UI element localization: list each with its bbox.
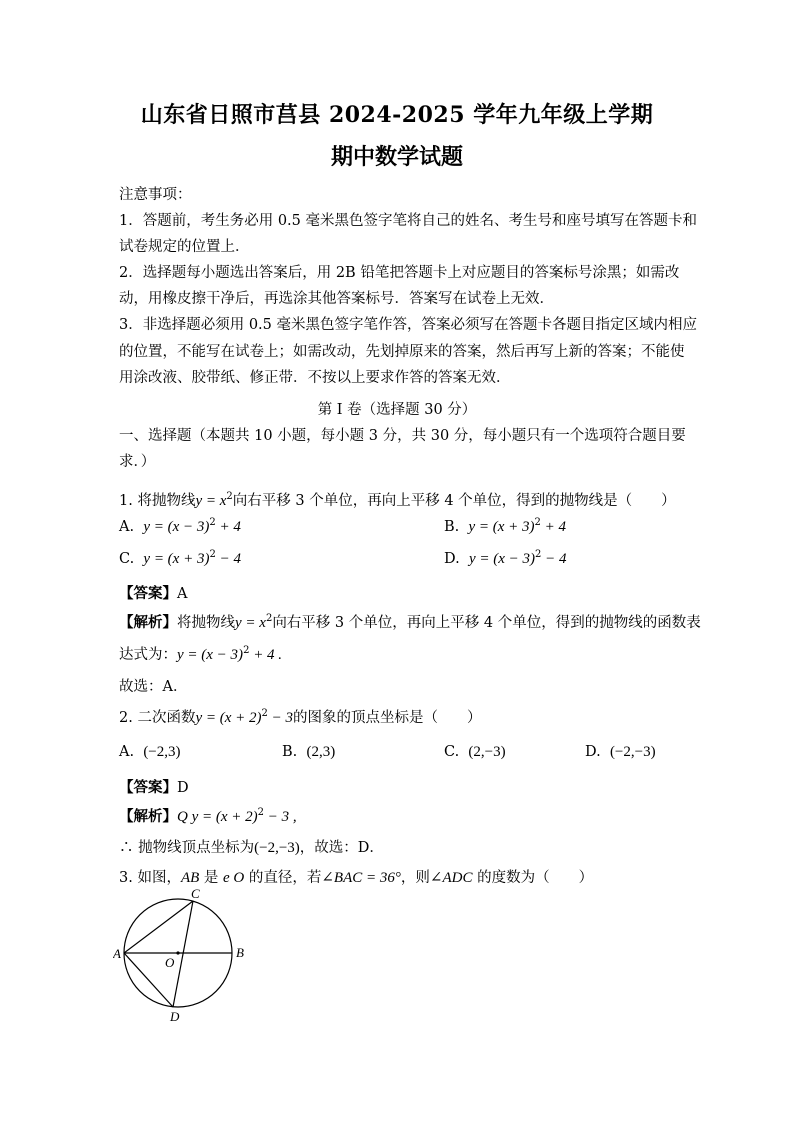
analysis-sup: 2	[243, 645, 250, 656]
analysis-sup: 2	[257, 807, 265, 818]
option-math: y = (x − 3)	[143, 519, 210, 535]
q1-stem-math: y = x	[195, 493, 227, 509]
q1-answer	[119, 582, 187, 603]
q3-stem-math: e O	[223, 870, 245, 886]
q1-stem	[119, 489, 676, 510]
q2-stem-math: y = (x + 2)	[195, 710, 262, 726]
q2-analysis	[119, 805, 297, 826]
option-math: (−2,3)	[143, 744, 181, 760]
analysis-text: 达式为：	[119, 647, 177, 663]
q2-stem	[119, 706, 482, 727]
notice-line: 3．非选择题必须用 0.5 毫米黑色签字笔作答，答案必须写在答题卡各题目指定区域内相应	[119, 317, 697, 333]
q2-option-b	[282, 744, 335, 761]
option-sup: 2	[209, 517, 216, 528]
notice-line: 1．答题前，考生务必用 0.5 毫米黑色签字笔将自己的姓名、考生号和座号填写在答题卡和	[119, 213, 697, 229]
section-heading-cont: 求．）	[119, 454, 156, 470]
analysis-math: y = x	[235, 615, 266, 631]
analysis-tag: 【解析】	[119, 614, 177, 631]
notice-line: 试卷规定的位置上．	[119, 239, 250, 255]
q2-option-a	[119, 744, 181, 761]
option-label: B.	[282, 744, 298, 760]
q3-stem-pre: 3. 如图，	[119, 870, 181, 886]
notice-line: 用涂改液、胶带纸、修正带．不按以上要求作答的答案无效．	[119, 370, 511, 386]
label-o: O	[165, 955, 175, 970]
q2-answer	[119, 776, 189, 797]
q2-stem-tail: − 3	[267, 710, 294, 726]
q1-option-b	[444, 519, 566, 536]
answer-tag: 【答案】	[119, 779, 177, 796]
analysis-math: y = (x − 3)	[177, 647, 244, 663]
chord-cd	[173, 901, 193, 1007]
q3-stem-text: 是	[199, 870, 223, 886]
q2-stem-post: 的图象的顶点坐标是（ ）	[293, 710, 482, 726]
answer-value: D	[177, 780, 189, 796]
option-math: (−2,−3)	[609, 744, 656, 760]
exam-subtitle: 期中数学试题	[330, 144, 463, 170]
exam-title: 山东省日照市莒县 2024-2025 学年九年级上学期	[140, 102, 654, 128]
q1-option-a	[119, 519, 241, 536]
answer-tag: 【答案】	[119, 585, 177, 602]
q1-conclusion: 故选：A．	[119, 679, 188, 695]
analysis-text: ，故选：D．	[299, 840, 384, 856]
q2-stem-pre: 2. 二次函数	[119, 710, 196, 726]
option-sup: 2	[209, 549, 216, 560]
analysis-sup: 2	[265, 613, 273, 624]
option-math: y = (x + 3)	[143, 551, 210, 567]
option-math: y = (x + 3)	[468, 519, 535, 535]
q3-stem-text: ，则	[400, 870, 430, 886]
q1-option-c	[119, 551, 241, 568]
option-math: (2,−3)	[468, 744, 506, 760]
q3-stem-math: ∠ADC	[429, 870, 473, 886]
q1-stem-pre: 1. 将抛物线	[119, 493, 196, 509]
label-d: D	[170, 1009, 180, 1023]
chord-ac	[124, 901, 193, 953]
option-sup: 2	[535, 549, 542, 560]
q3-stem-math: AB	[180, 870, 200, 886]
option-tail: + 4	[540, 519, 567, 535]
option-tail: − 4	[215, 551, 241, 567]
option-label: C.	[119, 551, 135, 567]
analysis-tail: − 3 ,	[264, 809, 297, 825]
analysis-text: 将抛物线	[177, 615, 235, 631]
option-label: A.	[119, 744, 135, 760]
notice-line: 2．选择题每小题选出答案后，用 2B 铅笔把答题卡上对应题目的答案标号涂黑；如需改	[119, 265, 680, 281]
q1-analysis	[119, 611, 701, 632]
option-label: A.	[119, 519, 135, 535]
q3-stem-text: 的度数为（ ）	[472, 870, 594, 886]
option-label: D.	[585, 744, 601, 760]
option-label: B.	[444, 519, 460, 535]
volume-heading: 第 I 卷（选择题 30 分）	[317, 402, 477, 418]
option-math: y = (x − 3)	[468, 551, 535, 567]
notice-line: 的位置，不能写在试卷上；如需改动，先划掉原来的答案，然后再写上新的答案；不能使	[119, 344, 685, 360]
q1-analysis-cont	[119, 643, 282, 664]
section-heading: 一、选择题（本题共 10 小题，每小题 3 分，共 30 分，每小题只有一个选项符合题目要	[119, 428, 686, 444]
answer-value: A	[177, 586, 188, 602]
option-tail: + 4	[215, 519, 241, 535]
q2-stem-sup: 2	[261, 708, 268, 719]
notice-heading: 注意事项：	[119, 187, 192, 203]
analysis-tag: 【解析】	[119, 808, 177, 825]
q3-stem-text: 的直径，若	[244, 870, 322, 886]
label-a: A	[113, 946, 121, 961]
q3-stem	[119, 866, 593, 887]
analysis-text: 向右平移 3 个单位，再向上平移 4 个单位，得到的抛物线的函数表	[272, 615, 701, 631]
q1-stem-sup: 2	[226, 491, 233, 502]
q1-stem-post: 向右平移 3 个单位，再向上平移 4 个单位，得到的抛物线是（ ）	[232, 493, 676, 509]
notice-line: 动，用橡皮擦干净后，再选涂其他答案标号．答案写在试卷上无效．	[119, 291, 554, 307]
circle-diagram	[113, 888, 253, 1023]
analysis-math: (−2,−3)	[254, 840, 300, 856]
center-point	[176, 951, 179, 954]
q2-option-c	[444, 744, 506, 761]
q2-analysis-cont	[119, 836, 384, 857]
q2-option-d	[585, 744, 656, 761]
option-label: D.	[444, 551, 460, 567]
analysis-text: ∴ 抛物线顶点坐标为	[119, 840, 255, 856]
option-math: (2,3)	[306, 744, 336, 760]
option-sup: 2	[534, 517, 541, 528]
option-label: C.	[444, 744, 460, 760]
label-c: C	[191, 888, 200, 901]
label-b: B	[236, 945, 244, 960]
analysis-math: Q y = (x + 2)	[177, 809, 258, 825]
q1-option-d	[444, 551, 567, 568]
q3-stem-math: ∠BAC = 36°	[321, 870, 401, 886]
option-tail: − 4	[541, 551, 567, 567]
analysis-tail: + 4 .	[249, 647, 283, 663]
